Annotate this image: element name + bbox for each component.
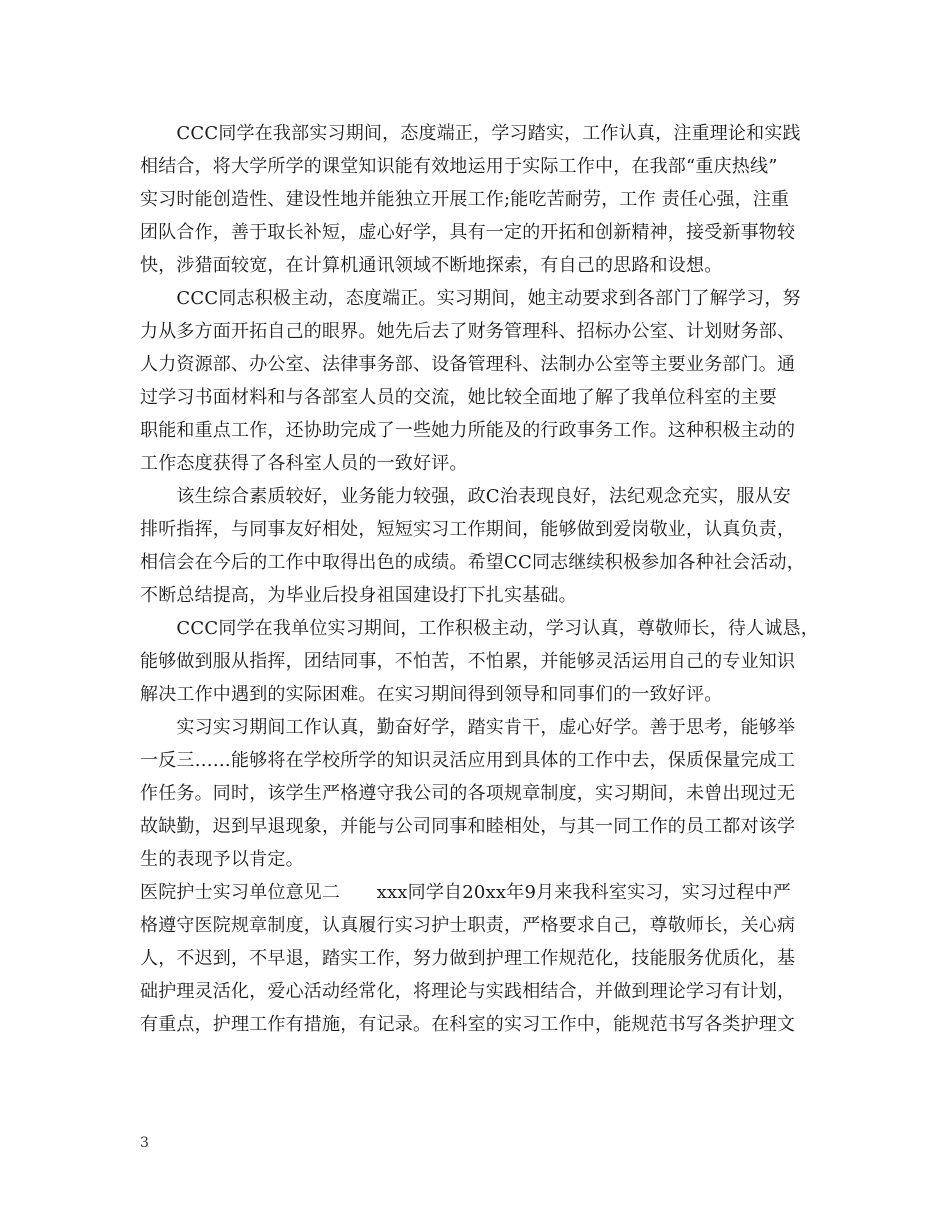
page-number: 3 [140, 1135, 149, 1151]
text-line: 格遵守医院规章制度，认真履行实习护士职责，严格要求自己，尊敬师长，关心病 [140, 915, 796, 936]
text-line: 职能和重点工作，还协助完成了一些她力所能及的行政事务工作。这种积极主动的 [140, 420, 796, 441]
text-line: 实习时能创造性、建设性地并能独立开展工作;能吃苦耐劳，工作 责任心强，注重 [140, 189, 790, 210]
text-line: 排听指挥，与同事友好相处，短短实习工作期间，能够做到爱岗敬业，认真负责， [140, 519, 796, 540]
text-line: 该生综合素质较好，业务能力较强，政C治表现良好，法纪观念充实，服从安 [140, 486, 791, 507]
text-line: 工作态度获得了各科室人员的一致好评。 [140, 453, 468, 474]
text-line: 力从多方面开拓自己的眼界。她先后去了财务管理科、招标办公室、计划财务部、 [140, 321, 796, 342]
text-line: CCC同学在我部实习期间，态度端正，学习踏实，工作认真，注重理论和实践 [140, 123, 801, 144]
text-line: 相结合，将大学所学的课堂知识能有效地运用于实际工作中，在我部“重庆热线” [140, 156, 778, 177]
text-line: 作任务。同时，该学生严格遵守我公司的各项规章制度，实习期间，未曾出现过无 [140, 783, 796, 804]
text-line: 故缺勤，迟到早退现象，并能与公司同事和睦相处，与其一同工作的员工都对该学 [140, 816, 796, 837]
text-line: 团队合作，善于取长补短，虚心好学，具有一定的开拓和创新精神，接受新事物较 [140, 222, 796, 243]
text-line: 医院护士实习单位意见二 xxx同学自20xx年9月来我科室实习，实习过程中严 [140, 882, 791, 903]
body-text [140, 117, 830, 1041]
text-line: 一反三……能够将在学校所学的知识灵活应用到具体的工作中去，保质保量完成工 [140, 750, 796, 771]
text-line: CCC同学在我单位实习期间，工作积极主动，学习认真，尊敬师长，待人诚恳， [140, 618, 819, 639]
text-line: 不断总结提高，为毕业后投身祖国建设打下扎实基础。 [140, 585, 577, 606]
text-line: CCC同志积极主动，态度端正。实习期间，她主动要求到各部门了解学习，努 [140, 288, 801, 309]
text-line: 实习实习期间工作认真，勤奋好学，踏实肯干，虚心好学。善于思考，能够举 [140, 717, 796, 738]
text-line: 础护理灵活化，爱心活动经常化，将理论与实践相结合，并做到理论学习有计划， [140, 981, 796, 1002]
text-line: 相信会在今后的工作中取得出色的成绩。希望CC同志继续积极参加各种社会活动， [140, 552, 805, 573]
text-line: 快，涉猎面较宽，在计算机通讯领域不断地探索，有自己的思路和设想。 [140, 255, 723, 276]
text-line: 人，不迟到，不早退，踏实工作，努力做到护理工作规范化，技能服务优质化，基 [140, 948, 796, 969]
text-line: 解决工作中遇到的实际困难。在实习期间得到领导和同事们的一致好评。 [140, 684, 723, 705]
text-line: 能够做到服从指挥，团结同事，不怕苦，不怕累，并能够灵活运用自己的专业知识 [140, 651, 796, 672]
text-line: 生的表现予以肯定。 [140, 849, 304, 870]
text-line: 过学习书面材料和与各部室人员的交流，她比较全面地了解了我单位科室的主要 [140, 387, 777, 408]
text-line: 人力资源部、办公室、法律事务部、设备管理科、法制办公室等主要业务部门。通 [140, 354, 796, 375]
text-line: 有重点，护理工作有措施，有记录。在科室的实习工作中，能规范书写各类护理文 [140, 1014, 796, 1035]
